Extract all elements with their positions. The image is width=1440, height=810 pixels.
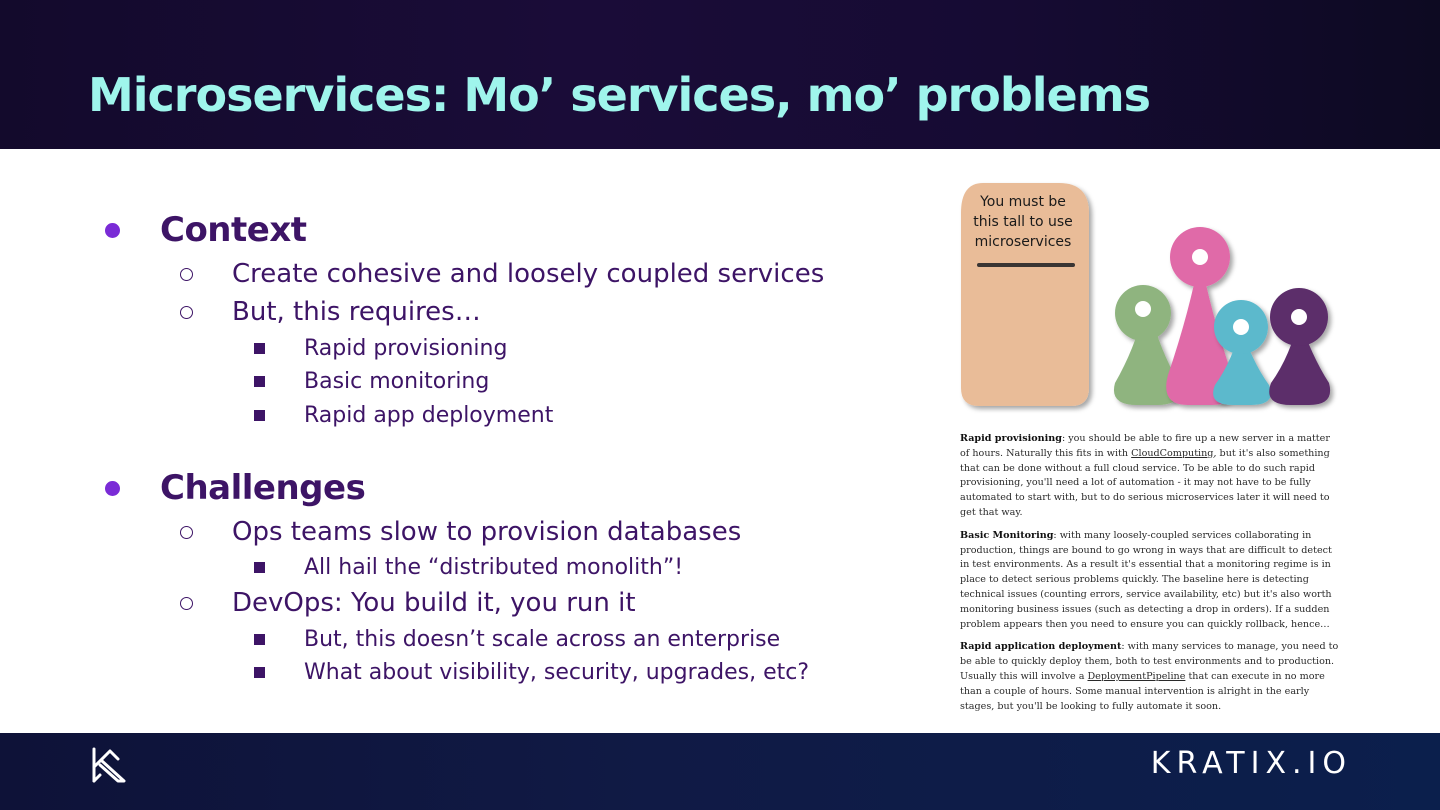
kratix-logo-icon bbox=[90, 745, 130, 785]
bullet-challenges bbox=[160, 467, 365, 509]
subsubbullet-label: But, this doesn’t scale across an enterprise bbox=[304, 626, 781, 652]
slide-header bbox=[0, 0, 1440, 149]
bullet-square-icon bbox=[254, 562, 265, 573]
bullet-square-icon bbox=[254, 634, 265, 645]
bullet-context bbox=[160, 209, 307, 251]
bullet-label: Context bbox=[160, 210, 307, 250]
bullet-list bbox=[0, 149, 920, 733]
subbullet bbox=[232, 515, 741, 549]
bullet-square-icon bbox=[254, 376, 265, 387]
subsubbullet bbox=[304, 400, 553, 430]
article-paragraph bbox=[960, 529, 1340, 633]
article-term: Rapid provisioning bbox=[960, 433, 1062, 444]
subbullet bbox=[232, 295, 481, 329]
subbullet bbox=[232, 586, 636, 620]
bullet-dot-icon bbox=[105, 223, 120, 238]
bullet-square-icon bbox=[254, 343, 265, 354]
article-excerpt bbox=[960, 432, 1340, 722]
subbullet-label: DevOps: You build it, you run it bbox=[232, 588, 636, 618]
subsubbullet bbox=[304, 366, 489, 396]
subsubbullet-label: Rapid provisioning bbox=[304, 335, 508, 361]
article-term: Rapid application deployment bbox=[960, 641, 1122, 653]
subsubbullet bbox=[304, 333, 507, 363]
subsubbullet bbox=[304, 657, 809, 687]
article-text: : with many loosely-coupled services collaborating in production, things are bound to go wrong in ways that are difficult to detect in test environments. As a result it's essential that a monitoring regime is in place to detect serious problems quickly. The baseline here is detecting technical issues (counting errors, service availability, etc) but it's also worth monitoring business issues (such as detecting a drop in orders). If a sudden problem appears then you need to ensure you can quickly rollback, hence… bbox=[960, 529, 1332, 630]
pawn-purple-icon bbox=[1269, 288, 1330, 405]
article-term: Basic Monitoring bbox=[960, 529, 1054, 541]
subbullet-label: Ops teams slow to provision databases bbox=[232, 517, 742, 547]
subbullet-label: Create cohesive and loosely coupled services bbox=[232, 259, 825, 289]
subsubbullet-label: What about visibility, security, upgrades, etc? bbox=[304, 659, 810, 685]
article-link[interactable]: DeploymentPipeline bbox=[1087, 670, 1186, 682]
subsubbullet bbox=[304, 552, 683, 582]
subbullet-label: But, this requires… bbox=[232, 297, 481, 327]
bullet-circle-icon bbox=[180, 268, 193, 281]
subsubbullet-label: Basic monitoring bbox=[304, 368, 490, 394]
article-text: : you should be able to fire up a new server in a matter of hours. Naturally this fits in with bbox=[960, 433, 1330, 459]
slide-title: Microservices: Mo’ services, mo’ problems bbox=[88, 68, 1151, 122]
bullet-square-icon bbox=[254, 667, 265, 678]
subbullet bbox=[232, 257, 824, 291]
article-text: , but it's also something that can be done without a full cloud service. To be able to do such rapid provisioning, you'll need a lot of automation - it may not have to be fully automated to start with, but to do serious microservices later it will need to get that way. bbox=[960, 447, 1330, 518]
article-paragraph bbox=[960, 432, 1340, 521]
slide-footer bbox=[0, 733, 1440, 810]
bullet-dot-icon bbox=[105, 481, 120, 496]
subsubbullet-label: Rapid app deployment bbox=[304, 402, 554, 428]
height-sign-text: You must be this tall to use microservices bbox=[973, 194, 1073, 250]
article-text: : with many services to manage, you need to be able to quickly deploy them, both to test environments and to production. Usually this will involve a bbox=[960, 641, 1339, 682]
bullet-square-icon bbox=[254, 410, 265, 421]
article-paragraph bbox=[960, 640, 1340, 714]
subsubbullet bbox=[304, 624, 780, 654]
subsubbullet-label: All hail the “distributed monolith”! bbox=[304, 554, 684, 580]
brand-wordmark: KRATIX.IO bbox=[1150, 746, 1352, 781]
bullet-label: Challenges bbox=[160, 468, 366, 508]
article-link[interactable]: CloudComputing bbox=[1131, 447, 1214, 459]
article-text: that can execute in no more than a couple of hours. Some manual intervention is alright in the early stages, but you'll be looking to fully automate it soon. bbox=[960, 670, 1325, 712]
bullet-circle-icon bbox=[180, 306, 193, 319]
bullet-circle-icon bbox=[180, 526, 193, 539]
bullet-circle-icon bbox=[180, 597, 193, 610]
